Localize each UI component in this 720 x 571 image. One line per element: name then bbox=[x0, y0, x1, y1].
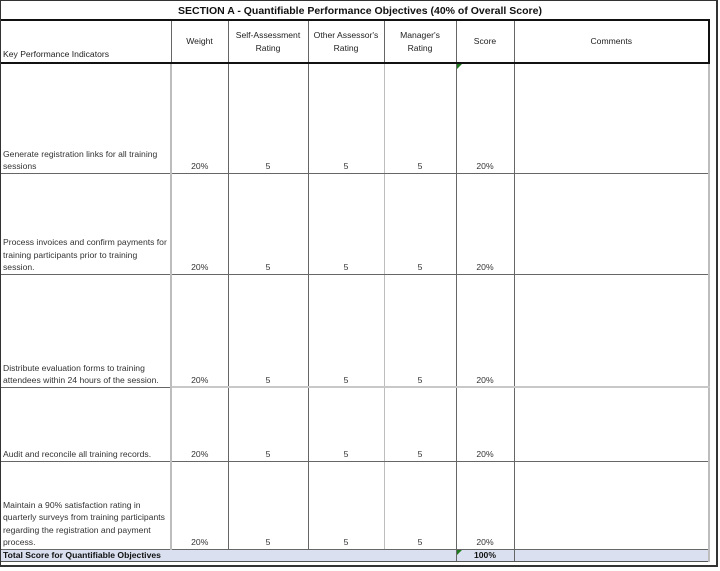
table-row bbox=[1, 173, 709, 274]
comment-indicator-icon bbox=[457, 550, 462, 555]
score-cell[interactable]: 20% bbox=[456, 274, 514, 387]
header-row bbox=[1, 20, 709, 63]
other-rating-cell[interactable]: 5 bbox=[308, 173, 384, 274]
comment-indicator-icon bbox=[457, 64, 462, 69]
other-rating-cell[interactable]: 5 bbox=[308, 461, 384, 549]
table-row bbox=[1, 63, 709, 173]
manager-rating-cell[interactable]: 5 bbox=[384, 387, 456, 461]
header-self-line1: Self-Assessment bbox=[235, 29, 301, 40]
score-value: 20% bbox=[476, 161, 494, 171]
header-self-line2: Rating bbox=[255, 42, 281, 53]
score-cell[interactable] bbox=[456, 63, 514, 173]
self-rating-cell[interactable]: 5 bbox=[228, 274, 308, 387]
header-manager-line1: Manager's bbox=[400, 29, 440, 40]
comments-cell[interactable] bbox=[514, 63, 709, 173]
weight-cell[interactable]: 20% bbox=[171, 173, 228, 274]
header-score: Score bbox=[456, 20, 514, 63]
total-row bbox=[1, 549, 709, 561]
total-score-cell[interactable] bbox=[456, 549, 514, 561]
section-title: SECTION A - Quantifiable Performance Objectives (40% of Overall Score) bbox=[178, 5, 542, 17]
weight-cell[interactable]: 20% bbox=[171, 387, 228, 461]
manager-rating-cell[interactable]: 5 bbox=[384, 63, 456, 173]
table-row bbox=[1, 461, 709, 549]
kpi-cell[interactable]: Distribute evaluation forms to training attendees within 24 hours of the session. bbox=[1, 274, 171, 387]
total-score-value: 100% bbox=[474, 549, 496, 560]
weight-cell[interactable]: 20% bbox=[171, 274, 228, 387]
comments-cell[interactable] bbox=[514, 387, 709, 461]
score-cell[interactable]: 20% bbox=[456, 173, 514, 274]
self-rating-cell[interactable]: 5 bbox=[228, 387, 308, 461]
manager-rating-cell[interactable]: 5 bbox=[384, 173, 456, 274]
other-rating-cell[interactable]: 5 bbox=[308, 63, 384, 173]
self-rating-cell[interactable]: 5 bbox=[228, 173, 308, 274]
header-manager bbox=[384, 20, 456, 63]
header-self-assessment bbox=[228, 20, 308, 63]
header-kpi: Key Performance Indicators bbox=[1, 20, 171, 63]
kpi-cell[interactable]: Generate registration links for all training sessions bbox=[1, 63, 171, 173]
manager-rating-cell[interactable]: 5 bbox=[384, 274, 456, 387]
kpi-table bbox=[1, 19, 710, 562]
header-other-assessor bbox=[308, 20, 384, 63]
other-rating-cell[interactable]: 5 bbox=[308, 274, 384, 387]
total-comments-cell[interactable] bbox=[514, 549, 709, 561]
comments-cell[interactable] bbox=[514, 461, 709, 549]
kpi-cell[interactable]: Process invoices and confirm payments for training participants prior to training session. bbox=[1, 173, 171, 274]
weight-cell[interactable]: 20% bbox=[171, 63, 228, 173]
weight-cell[interactable]: 20% bbox=[171, 461, 228, 549]
comments-cell[interactable] bbox=[514, 173, 709, 274]
header-other-line2: Rating bbox=[333, 42, 359, 53]
comments-cell[interactable] bbox=[514, 274, 709, 387]
header-weight: Weight bbox=[171, 20, 228, 63]
total-label: Total Score for Quantifiable Objectives bbox=[1, 549, 456, 561]
score-cell[interactable]: 20% bbox=[456, 461, 514, 549]
manager-rating-cell[interactable]: 5 bbox=[384, 461, 456, 549]
header-comments: Comments bbox=[514, 20, 709, 63]
score-cell[interactable]: 20% bbox=[456, 387, 514, 461]
other-rating-cell[interactable]: 5 bbox=[308, 387, 384, 461]
self-rating-cell[interactable]: 5 bbox=[228, 461, 308, 549]
header-other-line1: Other Assessor's bbox=[313, 29, 379, 40]
table-row bbox=[1, 387, 709, 461]
kpi-table-container bbox=[1, 19, 709, 562]
kpi-cell[interactable]: Maintain a 90% satisfaction rating in quarterly surveys from training participants regarding the registration and payment process. bbox=[1, 461, 171, 549]
self-rating-cell[interactable]: 5 bbox=[228, 63, 308, 173]
kpi-cell[interactable]: Audit and reconcile all training records. bbox=[1, 387, 171, 461]
table-row bbox=[1, 274, 709, 387]
header-manager-line2: Rating bbox=[407, 42, 433, 53]
